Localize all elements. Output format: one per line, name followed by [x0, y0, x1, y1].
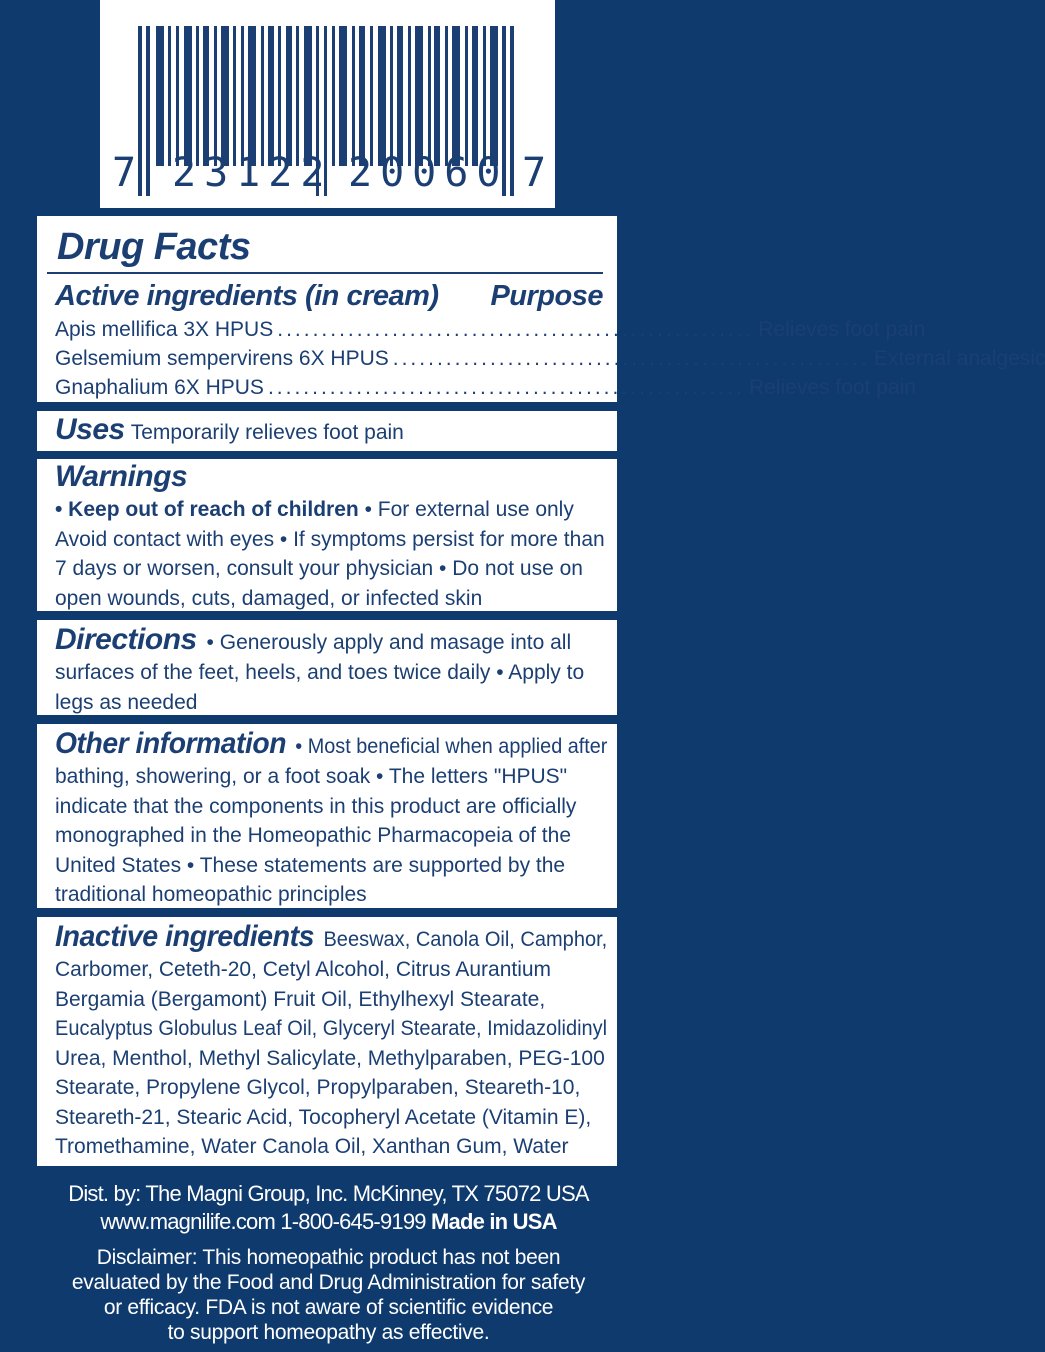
barcode: [100, 0, 555, 208]
ingredient-name: Gelsemium sempervirens 6X HPUS: [55, 347, 389, 370]
distributor-line: Dist. by: The Magni Group, Inc. McKinney, TX 75072 USA: [68, 1181, 589, 1206]
directions-line: • Generously apply and masage into all: [200, 631, 572, 654]
ingredient-name: Apis mellifica 3X HPUS: [55, 318, 274, 341]
ingredient-purpose: Relieves foot pain: [758, 318, 926, 341]
directions-line: surfaces of the feet, heels, and toes twice daily • Apply to: [55, 661, 585, 684]
ingredient-purpose: External analgesic: [873, 347, 1045, 370]
warning-line: 7 days or worsen, consult your physician • Do not use on: [55, 557, 583, 580]
barcode-digit-suffix: 7: [522, 150, 555, 196]
leader-dots: ......................................................: [392, 347, 870, 370]
other-information-heading: Other information: [55, 727, 287, 760]
warnings-text: [55, 495, 605, 613]
website-phone: www.magnilife.com 1-800-645-9199: [100, 1209, 431, 1234]
other-information-line: • Most beneficial when applied after: [289, 735, 608, 758]
directions-line: legs as needed: [55, 690, 198, 714]
leader-dots: ......................................................: [267, 376, 745, 399]
disclaimer-line: to support homeopathy as effective.: [167, 1321, 490, 1344]
ingredient-row: [55, 316, 926, 344]
inactive-ingredients-line: Carbomer, Ceteth-20, Cetyl Alcohol, Citrus Aurantium: [55, 958, 552, 981]
other-information-line: traditional homeopathic principles: [55, 883, 367, 906]
ingredient-row: [55, 345, 1045, 373]
warning-line: • For external use only: [358, 498, 574, 521]
disclaimer-line: evaluated by the Food and Drug Administration for safety: [71, 1271, 586, 1294]
inactive-ingredients-line: Urea, Menthol, Methyl Salicylate, Methylparaben, PEG-100: [55, 1046, 605, 1070]
other-information-line: United States • These statements are supported by the: [55, 853, 566, 877]
other-information-line: indicate that the components in this product are officially: [55, 794, 577, 818]
inactive-ingredients-line: Stearate, Propylene Glycol, Propylparaben, Steareth-10,: [55, 1076, 581, 1099]
made-in-usa: Made in USA: [431, 1209, 557, 1234]
inactive-ingredients-line: Beeswax, Canola Oil, Camphor,: [317, 928, 608, 951]
disclaimer: [0, 1245, 657, 1345]
purpose-heading: Purpose: [490, 280, 603, 312]
barcode-digit-group-1: 23122: [172, 150, 333, 196]
inactive-ingredients-line: Eucalyptus Globulus Leaf Oil, Glyceryl Stearate, Imidazolidinyl: [55, 1017, 608, 1040]
leader-dots: ......................................................: [277, 318, 755, 341]
drug-facts-panel: [37, 216, 1045, 402]
drug-facts-title: Drug Facts: [57, 226, 251, 268]
warnings-panel: [37, 459, 617, 611]
other-information-line: bathing, showering, or a foot soak • The letters "HPUS": [55, 765, 568, 788]
uses-heading: Uses: [55, 413, 125, 446]
ingredient-name: Gnaphalium 6X HPUS: [55, 376, 264, 399]
barcode-number: [100, 150, 555, 200]
disclaimer-line: Disclaimer: This homeopathic product has not been: [96, 1246, 561, 1269]
other-information-panel: [37, 724, 617, 908]
inactive-ingredients-line: Bergamia (Bergamont) Fruit Oil, Ethylhexyl Stearate,: [55, 987, 546, 1011]
directions-panel: [37, 620, 617, 715]
disclaimer-line: or efficacy. FDA is not aware of scientific evidence: [103, 1296, 554, 1319]
uses-text: Temporarily relieves foot pain: [130, 421, 404, 444]
uses-panel: [37, 411, 617, 451]
inactive-ingredients-panel: [37, 917, 617, 1166]
ingredient-purpose: Relieves foot pain: [749, 376, 916, 399]
warning-bold: • Keep out of reach of children: [55, 498, 359, 521]
active-ingredients-heading: Active ingredients (in cream): [55, 280, 439, 312]
directions-heading: Directions: [55, 623, 197, 656]
barcode-digit-prefix: 7: [112, 150, 145, 196]
warnings-heading: Warnings: [55, 460, 188, 493]
barcode-digit-group-2: 20060: [348, 150, 509, 196]
warning-line: Avoid contact with eyes • If symptoms persist for more than: [55, 527, 605, 551]
distributor-info: [0, 1180, 657, 1236]
other-information-line: monographed in the Homeopathic Pharmacopeia of the: [55, 824, 571, 847]
inactive-ingredients-heading: Inactive ingredients: [55, 920, 315, 953]
inactive-ingredients-line: Tromethamine, Water Canola Oil, Xanthan Gum, Water: [55, 1135, 569, 1158]
ingredient-row: [55, 374, 916, 402]
warning-line: open wounds, cuts, damaged, or infected skin: [55, 586, 483, 610]
drug-facts-divider: [47, 272, 603, 274]
active-ingredients-header: [55, 278, 603, 314]
inactive-ingredients-line: Steareth-21, Stearic Acid, Tocopheryl Acetate (Vitamin E),: [55, 1105, 592, 1129]
